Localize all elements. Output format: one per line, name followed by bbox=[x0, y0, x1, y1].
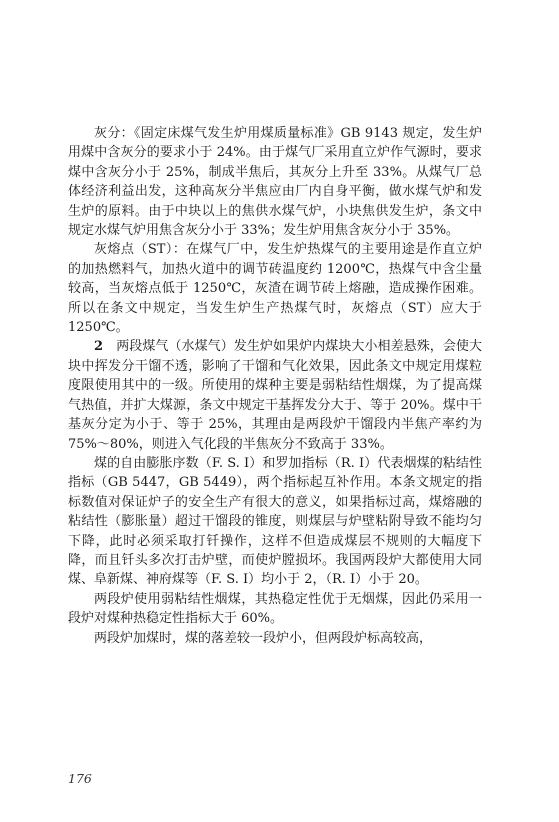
paragraph-ash-content bbox=[68, 124, 482, 240]
page-number: 176 bbox=[68, 771, 92, 786]
paragraph-text: 灰分：《固定床煤气发生炉用煤质量标准》GB 9143 规定，发生炉用煤中含灰分的要求小于 24%。由于煤气厂采用直立炉作气源时，要求煤中含灰分小于 25%，制成半焦后，其灰分上升至 33%。从煤气厂总体经济利益出发，这种高灰分半焦应由厂内自身平衡，做水煤气炉和发生炉的原料。由于中块以上的焦供水煤气炉，小块焦供发生炉，条文中规定水煤气炉用焦含灰分小于 33%；发生炉用焦含灰分小于 35%。 bbox=[68, 126, 482, 239]
paragraph-thermal-stability bbox=[68, 590, 482, 629]
paragraph-coal-charging bbox=[68, 629, 482, 648]
paragraph-text: 两段炉使用弱粘结性烟煤，其热稳定性优于无烟煤，因此仍采用一段炉对煤种热稳定性指标大于 60%。 bbox=[68, 591, 482, 627]
paragraph-caking-index bbox=[68, 454, 482, 590]
paragraph-two-stage-gasifier bbox=[68, 337, 482, 453]
body-text bbox=[68, 124, 482, 648]
paragraph-text: 灰熔点（ST）：在煤气厂中，发生炉热煤气的主要用途是作直立炉的加热燃料气，加热火道中的调节砖温度约 1200℃，热煤气中含尘量较高，当灰熔点低于 1250℃，灰渣在调节砖上熔融，造成操作困难。所以在条文中规定，当发生炉生产热煤气时，灰熔点（ST）应大于 1250℃。 bbox=[68, 242, 482, 336]
paragraph-text: 煤的自由膨胀序数（F. S. I）和罗加指标（R. I）代表烟煤的粘结性指标（GB 5447，GB 5449），两个指标起互补作用。本条文规定的指标数值对保证炉子的安全生产有很大的意义，如果指标过高，煤熔融的粘结性（膨胀量）超过干馏段的锥度，则煤层与炉壁粘附导致不能均匀下降，此时必须采取打钎操作，这样不但造成煤层不规则的大幅度下降，而且钎头多次打击炉壁，而使炉膛损坏。我国两段炉大都使用大同煤、阜新煤、神府煤等（F. S. I）均小于 2，（R. I）小于 20。 bbox=[68, 455, 482, 588]
clause-number: 2 bbox=[94, 339, 104, 355]
paragraph-text: 两段炉加煤时，煤的落差较一段炉小，但两段炉标高较高， bbox=[94, 630, 433, 646]
paragraph-text: 两段煤气（水煤气）发生炉如果炉内煤块大小相差悬殊，会使大块中挥发分干馏不透，影响了干馏和气化效果，因此条文中规定用煤粒度限使用其中的一级。所使用的煤种主要是弱粘结性烟煤，为了提高煤气热值，并扩大煤源，条文中规定干基挥发分大于、等于 20%。煤中干基灰分定为小于、等于 25%，其理由是两段炉干馏段内半焦产率约为 75%～80%，则进入气化段的半焦灰分不致高于 33%。 bbox=[68, 339, 482, 452]
paragraph-ash-fusion-point bbox=[68, 240, 482, 337]
